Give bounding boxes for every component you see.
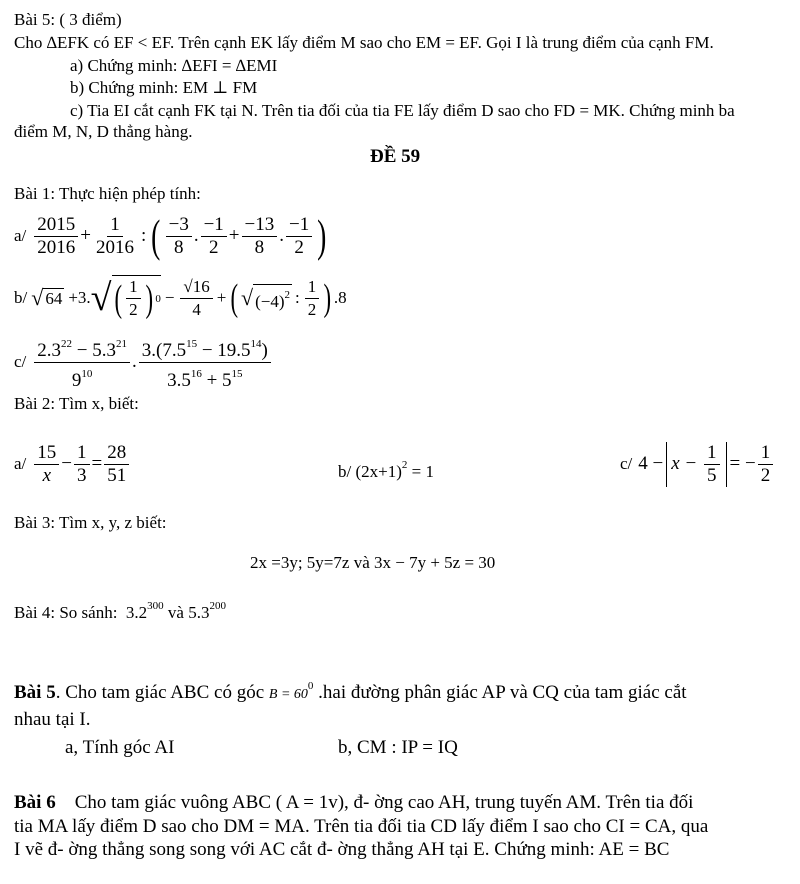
bai1-title: Bài 1: Thực hiện phép tính: [14, 184, 201, 203]
bai4-compare: Bài 4: So sánh: $3.2^{300}$ và $5.3^{200}$ [14, 600, 226, 622]
problem-5-title: Bài 5: ( 3 điểm) [14, 10, 122, 29]
problem-5-part-a: a) Chứng minh: ∆EFI = ∆EMI [70, 56, 278, 75]
bai1-c-label: c/ [14, 352, 27, 371]
bai3-title: Bài 3: Tìm x, y, z biết: [14, 513, 167, 532]
bai6-line3: I vẽ đ- ờng thẳng song song với AC cắt đ- ờng thẳng AH tại E. Chứng minh: AE = BC [14, 839, 670, 860]
bai1-expression-a: a/ $\frac{2015}{2016}$ + $\frac{1}{2016}$ : ( $\frac{-3}{8}$ . $\frac{-1}{2}$ + $\frac{-13}{8}$ . $\frac{-1}{2}$ ) [14, 210, 327, 261]
bai2-a-label: a/ [14, 454, 27, 473]
problem-5-part-b: b) Chứng minh: EM ⊥ FM [70, 78, 258, 97]
bai1-expression-c: c/ $\frac{2.3^{22} - 5.3^{21}}{9^{10}}$ . $\frac{3.(7.5^{15} - 19.5^{14})}{3.5^{16} + 5^{15}}$ [14, 336, 273, 388]
problem-5-part-c-line1: c) Tia EI cắt cạnh FK tại N. Trên tia đối của tia FE lấy điểm D sao cho FD = MK. Chứng minh ba [70, 101, 735, 120]
bai6-line1: Bài 6 Cho tam giác vuông ABC ( A = 1v), đ- ờng cao AH, trung tuyến AM. Trên tia đối [14, 792, 694, 813]
bai2-equation-b: b/ $(2x+1)^2 = 1$ [338, 459, 434, 481]
bai1-expression-b: b/ √ 64 + 3. √ ( $\frac{1}{2}$ ) 0 − $\frac{√16}{4}$ + ( √ $(-4)^2$ : $\frac{1}{2}$ ) .8 [14, 276, 347, 320]
problem-5-intro: Cho ∆EFK có EF < EF. Trên cạnh EK lấy điểm M sao cho EM = EF. Gọi I là trung điểm của cạnh FM. [14, 33, 714, 52]
exam-heading: ĐỀ 59 [370, 146, 421, 167]
bai2-c-label: c/ [620, 454, 633, 473]
bai2-title: Bài 2: Tìm x, biết: [14, 394, 139, 413]
problem-5-part-c-line2: điểm M, N, D thẳng hàng. [14, 122, 193, 141]
bai5-part-a: a, Tính góc AI [65, 737, 175, 758]
bai5-part-b: b, CM : IP = IQ [338, 737, 458, 758]
bai1-a-label: a/ [14, 226, 27, 245]
bai2-equation-a: a/ $\frac{15}{x}$ − $\frac{1}{3}$ = $\frac{28}{51}$ [14, 438, 131, 490]
bai5-line2: nhau tại I. [14, 709, 91, 730]
bai1-b-label: b/ [14, 288, 28, 307]
bai3-equations: 2x =3y; 5y=7z và 3x − 7y + 5z = 30 [250, 553, 496, 572]
bai5-line1: Bài 5. Cho tam giác ABC có góc $B = 60^0$ .hai đường phân giác AP và CQ của tam giác cắt [14, 680, 687, 703]
bai2-equation-c: c/ 4 − x − $\frac{1}{5}$ = − $\frac{1}{2}$ [620, 438, 775, 490]
bai6-line2: tia MA lấy điểm D sao cho DM = MA. Trên tia đối tia CD lấy điểm I sao cho CI = CA, qua [14, 816, 709, 837]
